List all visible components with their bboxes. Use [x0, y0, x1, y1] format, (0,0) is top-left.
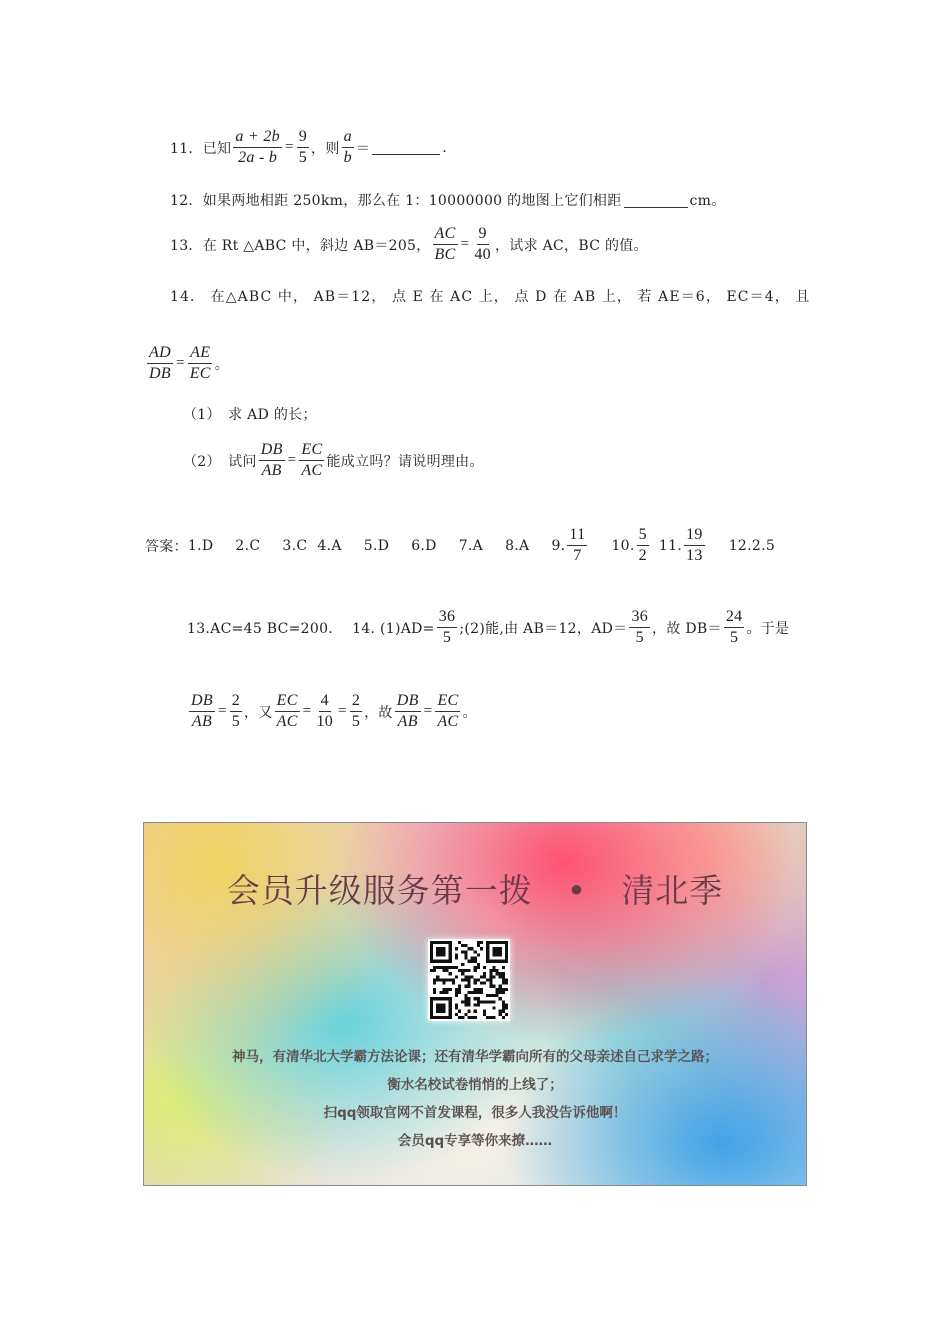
q14-sub-2-fraction-2: $\frac{EC}{AC}$	[301, 441, 323, 479]
equals-sign: =	[460, 236, 470, 252]
banner-title: 会员升级服务第一拨 • 清北季	[226, 871, 724, 910]
answers-text: ，又	[244, 704, 273, 721]
q14-fraction-2: $\frac{AE}{EC}$	[189, 344, 211, 382]
equals-sign: =	[175, 355, 185, 371]
answer-item: 5.D	[363, 537, 390, 554]
question-11	[170, 127, 447, 168]
answer-item: 6.D	[411, 537, 437, 554]
answer-fraction: $\frac{DB}{AB}$	[396, 692, 419, 730]
answers-14-text: ;(2)能,由 AB＝12，AD＝	[459, 620, 628, 637]
qr-code-icon[interactable]	[428, 939, 510, 1021]
question-14-part-2	[183, 440, 484, 481]
answer-fraction: $\frac{4}{10}$	[316, 692, 334, 730]
q11-prefix: 11．已知	[170, 140, 232, 157]
q14-sub-2-fraction-1: $\frac{DB}{AB}$	[260, 441, 283, 479]
q14-line-1: 14． 在△ABC 中， AB＝12， 点 E 在 AC 上， 点 D 在 AB 上， 若 AE＝6， EC＝4， 且	[170, 289, 811, 305]
q13-fraction-1: $\frac{AC}{BC}$	[434, 225, 456, 263]
question-13	[170, 224, 648, 265]
q14-sub-1: （1） 求 AD 的长；	[183, 407, 317, 423]
q14-sub-2-suffix: 能成立吗？请说明理由。	[326, 453, 484, 470]
q11-fraction-1: $\frac{a + 2b}{2a - b}$	[235, 128, 280, 166]
equals-sign: =	[217, 703, 227, 719]
banner-line: 会员qq专享等你来撩……	[397, 1133, 553, 1149]
answer-blank	[372, 140, 440, 155]
answer-fraction: $\frac{24}{5}$	[725, 608, 743, 646]
banner-line: 神马，有清华北大学霸方法论课；还有清华学霸向所有的父母亲述自己求学之路；	[232, 1049, 718, 1065]
q13-text: 13．在 Rt △ABC 中，斜边 AB＝205，	[170, 237, 431, 254]
answers-14-text: 。于是	[746, 620, 790, 637]
q13-fraction-2: $\frac{9}{40}$	[474, 225, 491, 263]
answer-item: 7.A	[458, 537, 484, 554]
equals-sign: =	[287, 452, 297, 468]
answer-fraction: $\frac{EC}{AC}$	[437, 692, 459, 730]
banner-line: 衡水名校试卷悄悄的上线了；	[387, 1077, 563, 1093]
answers-line-3	[187, 691, 477, 732]
answer-blank	[624, 193, 688, 208]
answer-10-fraction: $\frac{5}{2}$	[638, 526, 647, 564]
answer-fraction: $\frac{EC}{AC}$	[276, 692, 298, 730]
answer-item-9: 9. $\frac{11}{7}$	[551, 526, 586, 564]
answer-fraction: $\frac{2}{5}$	[351, 692, 361, 730]
answer-fraction: $\frac{36}{5}$	[631, 608, 649, 646]
q12-text: 12．如果两地相距 250km，那么在 1：10000000 的地图上它们相距	[170, 193, 622, 209]
q14-fraction-1: $\frac{AD}{DB}$	[149, 344, 171, 382]
answer-item: 2.C	[235, 537, 261, 554]
answers-label: 答案：	[145, 538, 188, 555]
answer-item-11: 11. $\frac{19}{13}$	[658, 526, 703, 564]
q14-sub-2-prefix: （2） 试问	[183, 453, 257, 470]
answers-line-1	[145, 525, 775, 566]
banner-line: 扫qq领取官网不首发课程，很多人我没告诉他啊！	[323, 1105, 627, 1121]
q11-tail: ＝	[355, 140, 371, 157]
answer-fraction: $\frac{36}{5}$	[438, 608, 456, 646]
answer-item: 8.A	[505, 537, 530, 554]
q11-fraction-2: $\frac{9}{5}$	[298, 128, 308, 166]
answers-text: 。	[462, 704, 477, 721]
equals-sign: =	[284, 139, 294, 155]
q11-mid: ，则	[311, 140, 340, 157]
q13-text-2: ，试求 AC，BC 的值。	[494, 237, 648, 254]
q14-end: 。	[214, 356, 230, 373]
q11-fraction-3: $\frac{a}{b}$	[343, 128, 352, 166]
answers-14-text: ，故 DB＝	[652, 620, 722, 637]
answer-item-12: 12.2.5	[728, 537, 776, 554]
question-14	[170, 286, 810, 306]
answer-item: 3.C	[282, 537, 308, 554]
answers-line-2	[187, 607, 789, 648]
answer-fraction: $\frac{DB}{AB}$	[191, 692, 213, 730]
answers-13-14-text: 13.AC=45 BC=200. 14. (1)AD=	[187, 620, 435, 637]
q11-end: .	[442, 139, 448, 156]
question-12	[170, 190, 726, 210]
answer-item: 4.A	[317, 537, 342, 554]
answer-11-fraction: $\frac{19}{13}$	[686, 526, 703, 564]
answers-text: ，故	[364, 704, 393, 721]
answer-item: 1.D	[187, 537, 214, 554]
q12-unit: cm。	[689, 193, 726, 209]
answer-9-fraction: $\frac{11}{7}$	[569, 526, 586, 564]
equals-sign: =	[302, 703, 312, 719]
answer-item-10: 10. $\frac{5}{2}$	[611, 526, 647, 564]
promo-banner[interactable]	[143, 822, 807, 1186]
answer-fraction: $\frac{2}{5}$	[231, 692, 241, 730]
equals-sign: =	[423, 703, 433, 719]
question-14-condition	[145, 343, 229, 384]
equals-sign: =	[338, 703, 347, 719]
question-14-part-1	[183, 404, 317, 424]
